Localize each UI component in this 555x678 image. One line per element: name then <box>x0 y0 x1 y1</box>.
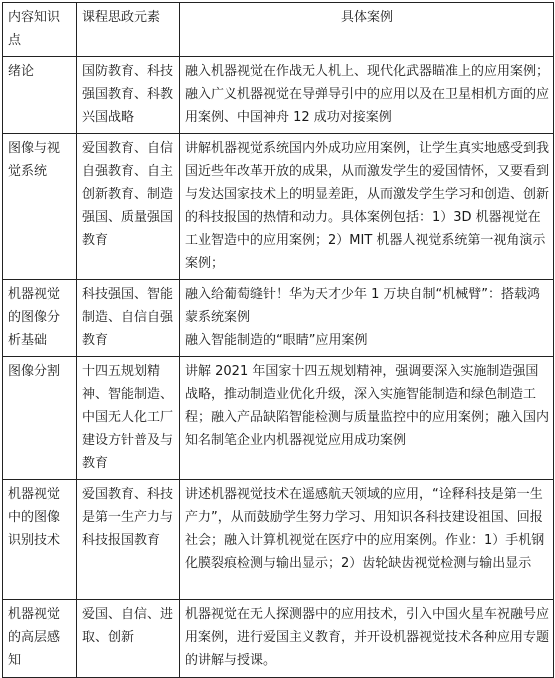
table-row <box>3 57 554 134</box>
cell-topic: 图像与视觉系统 <box>3 134 77 280</box>
cell-elements: 爱国教育、自信自强教育、自主创新教育、制造强国、质量强国教育 <box>77 134 180 280</box>
cell-case: 机器视觉在无人探测器中的应用技术，引入中国火星车祝融号应用案例，进行爱国主义教育，并开设机器视觉技术各种应用专题的讲解与授课。 <box>180 600 554 678</box>
header-topic: 内容知识点 <box>3 3 77 57</box>
cell-case: 融入机器视觉在作战无人机上、现代化武器瞄准上的应用案例；融入广义机器视觉在导弹导引中的应用以及在卫星相机方面的应用案例、中国神舟 12 成功对接案例 <box>180 57 554 134</box>
cell-elements: 十四五规划精神、智能制造、中国无人化工厂建设方针普及与教育 <box>77 357 180 480</box>
table-row <box>3 280 554 357</box>
cell-topic: 绪论 <box>3 57 77 134</box>
cell-case: 讲解机器视觉系统国内外成功应用案例，让学生真实地感受到我国近些年改革开放的成果，从而激发学生的爱国情怀，又要看到与发达国家技术上的明显差距，从而激发学生学习和创造、创新的科技报国的热情和动力。具体案例包括：1）3D 机器视觉在工业智造中的应用案例；2）MIT 机器人视觉系统第一视角演示案例； <box>180 134 554 280</box>
table-row <box>3 357 554 480</box>
cell-case: 讲述机器视觉技术在遥感航天领域的应用，“诠释科技是第一生产力”，从而鼓励学生努力学习、用知识各科技建设祖国、回报社会；融入计算机视觉在医疗中的应用案例。作业：1）手机钢化膜裂痕检测与输出显示；2）齿轮缺齿视觉检测与输出显示 <box>180 480 554 600</box>
cell-topic: 图像分割 <box>3 357 77 480</box>
cell-elements: 爱国、自信、进取、创新 <box>77 600 180 678</box>
cell-topic: 机器视觉的图像分析基础 <box>3 280 77 357</box>
cell-elements: 科技强国、智能制造、自信自强教育 <box>77 280 180 357</box>
header-case: 具体案例 <box>180 3 554 57</box>
cell-case: 融入给葡萄缝针！华为天才少年 1 万块自制“机械臂”：搭载鸿蒙系统案例 融入智能制造的“眼睛”应用案例 <box>180 280 554 357</box>
curriculum-table <box>2 2 554 678</box>
cell-case: 讲解 2021 年国家十四五规划精神，强调要深入实施制造强国战略，推动制造业优化升级，深入实施智能制造和绿色制造工程；融入产品缺陷智能检测与质量监控中的应用案例；融入国内知名制笔企业内机器视觉应用成功案例 <box>180 357 554 480</box>
cell-topic: 机器视觉中的图像识别技术 <box>3 480 77 600</box>
header-elements: 课程思政元素 <box>77 3 180 57</box>
table-row <box>3 480 554 600</box>
table-row <box>3 600 554 678</box>
cell-topic: 机器视觉的高层感知 <box>3 600 77 678</box>
cell-elements: 爱国教育、科技是第一生产力与科技报国教育 <box>77 480 180 600</box>
cell-elements: 国防教育、科技强国教育、科教兴国战略 <box>77 57 180 134</box>
header-row <box>3 3 554 57</box>
table-row <box>3 134 554 280</box>
